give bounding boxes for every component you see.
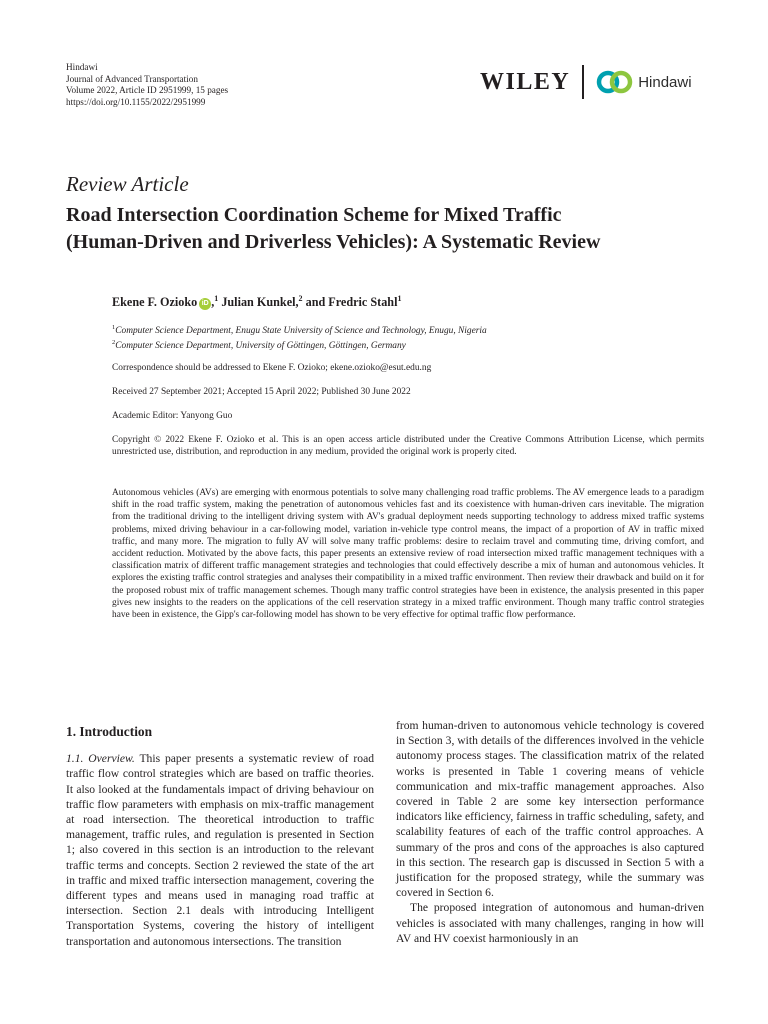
intro-paragraph-1-body: This paper presents a systematic review of road traffic flow control strategies which are based on traffic theories. It also looked at the fundamentals impact of driving behaviour on traffic flow parameters with emphasis on mix-traffic management at road intersection. The theoretical introduction to traffic management, traffic rules, and regulation is presented in Section 1; also covered in this section is an introduction to the relevant traffic terms and concepts. Section 2 reviewed the state of the art in traffic and mixed traffic intersection management, covering the different types and means used in managing road traffic at intersection. Section 2.1 deals with introducing Intelligent Transportation Systems, covering the history of intelligent transportation and autonomous intersections. The transition (66, 752, 375, 948)
publisher-name: Hindawi (66, 62, 98, 72)
hindawi-logo-icon (596, 70, 634, 94)
right-column (396, 718, 704, 946)
title-line-1: Road Intersection Coordination Scheme for Mixed Traffic (66, 204, 562, 226)
left-column (66, 718, 374, 949)
author-2-affiliation: 2 (298, 294, 303, 303)
subsection-heading-overview: 1.1. Overview. (66, 752, 135, 766)
affiliation-1-text: Computer Science Department, Enugu State University of Science and Technology, Enugu, Nigeria (115, 326, 487, 337)
author-3-affiliation: 1 (397, 294, 402, 303)
author-3: and Fredric Stahl (305, 295, 398, 310)
journal-name: Journal of Advanced Transportation (66, 73, 198, 84)
affiliation-1 (112, 322, 704, 337)
correspondence: Correspondence should be addressed to Ekene F. Ozioko; ekene.ozioko@esut.edu.ng (112, 363, 432, 373)
title-line-2: (Human-Driven and Driverless Vehicles): A Systematic Review (66, 231, 601, 253)
author-2: Julian Kunkel, (221, 295, 299, 310)
affiliation-2-number: 2 (112, 339, 116, 347)
affiliation-2 (112, 337, 704, 352)
publication-dates: Received 27 September 2021; Accepted 15 April 2022; Published 30 June 2022 (112, 387, 411, 397)
intro-paragraph-2: The proposed integration of autonomous and human-driven vehicles is associated with many challenges, ranging in how will AV and HV coexist harmoniously in an (396, 901, 704, 945)
author-1-affiliation: 1 (214, 294, 219, 303)
intro-paragraph-1-continued: from human-driven to autonomous vehicle technology is covered in Section 3, with details of the differences involved in the vehicle autonomy process stages. The classification matrix of the related works is presented in Table 1 covering means of vehicle communication and mix-traffic management approaches. Also covered in Table 2 are some key intersection performance indicators like efficiency, fairness in traffic scheduling, safety, and scalability features of each of the traffic control approaches. A summary of the pros and cons of the approaches is also captured in this section. The research gap is discussed in Section 5 with a justification for the proposed strategy, while the summary was covered in Section 6. (396, 719, 704, 900)
affiliation-2-text: Computer Science Department, University of Göttingen, Göttingen, Germany (115, 341, 406, 352)
wiley-logo: WILEY (480, 68, 571, 95)
academic-editor: Academic Editor: Yanyong Guo (112, 411, 233, 421)
author-1: Ekene F. Ozioko (112, 295, 198, 310)
affiliations (112, 322, 704, 353)
copyright-notice: Copyright © 2022 Ekene F. Ozioko et al. This is an open access article distributed under the Creative Commons Attribution License, which permits unrestricted use, distribution, and reproduction in any medium, provided the original work is properly cited. (112, 435, 704, 458)
author-list: Ekene F. Ozioko iD ,$^1$ Julian Kunkel,$^2$ and Fredric Stahl$^1$ (112, 294, 402, 310)
abstract: Autonomous vehicles (AVs) are emerging with enormous potentials to solve many challenging road traffic problems. The AV emergence leads to a paradigm shift in the road traffic system, making the penetration of autonomous vehicles fast and its coexistence with human-driven cars inevitable. The migration from the traditional driving to the intelligent driving system with AV's gradual deployment needs supporting technology to address mixed traffic systems problems, mixed driving behaviour in a car-following model, variation in-vehicle type control means, the impact of a proportion of AV in traffic mixed traffic, and many more. The migration to fully AV will solve many traffic problems: desire to reclaim travel and commuting time, driving comfort, and accident reduction. Motivated by the above facts, this paper presents an extensive review of road intersection mixed traffic management techniques with a classification matrix of different traffic management strategies and technologies that could effectively describe a mix of human and autonomous vehicles. It explores the existing traffic control strategies and analyses their compatibility in a mixed traffic environment. Then review their drawback and build on it for the proposed robust mix of traffic management schemes. Though many traffic control strategies have been in existence, the analysis presented in this paper gives new insights to the readers on the applications of the cell reservation strategy in a mixed traffic environment. Though many traffic control strategies have been in existence, the Gipp's car-following model has shown to be very effective for optimal traffic flow performance. (112, 488, 704, 621)
volume-line: Volume 2022, Article ID 2951999, 15 pages (66, 85, 229, 96)
orcid-icon[interactable]: iD (199, 298, 211, 310)
publisher-logos (480, 64, 692, 100)
section-heading-introduction: 1. Introduction (66, 724, 153, 739)
logo-divider (582, 65, 584, 99)
affiliation-1-number: 1 (112, 324, 116, 331)
article-type: Review Article (66, 172, 189, 196)
intro-paragraph-1 (66, 751, 374, 949)
article-title (66, 202, 726, 256)
doi-link[interactable]: https://doi.org/10.1155/2022/2951999 (66, 96, 206, 107)
hindawi-logo-text: Hindawi (638, 73, 692, 91)
journal-metadata (66, 62, 228, 108)
